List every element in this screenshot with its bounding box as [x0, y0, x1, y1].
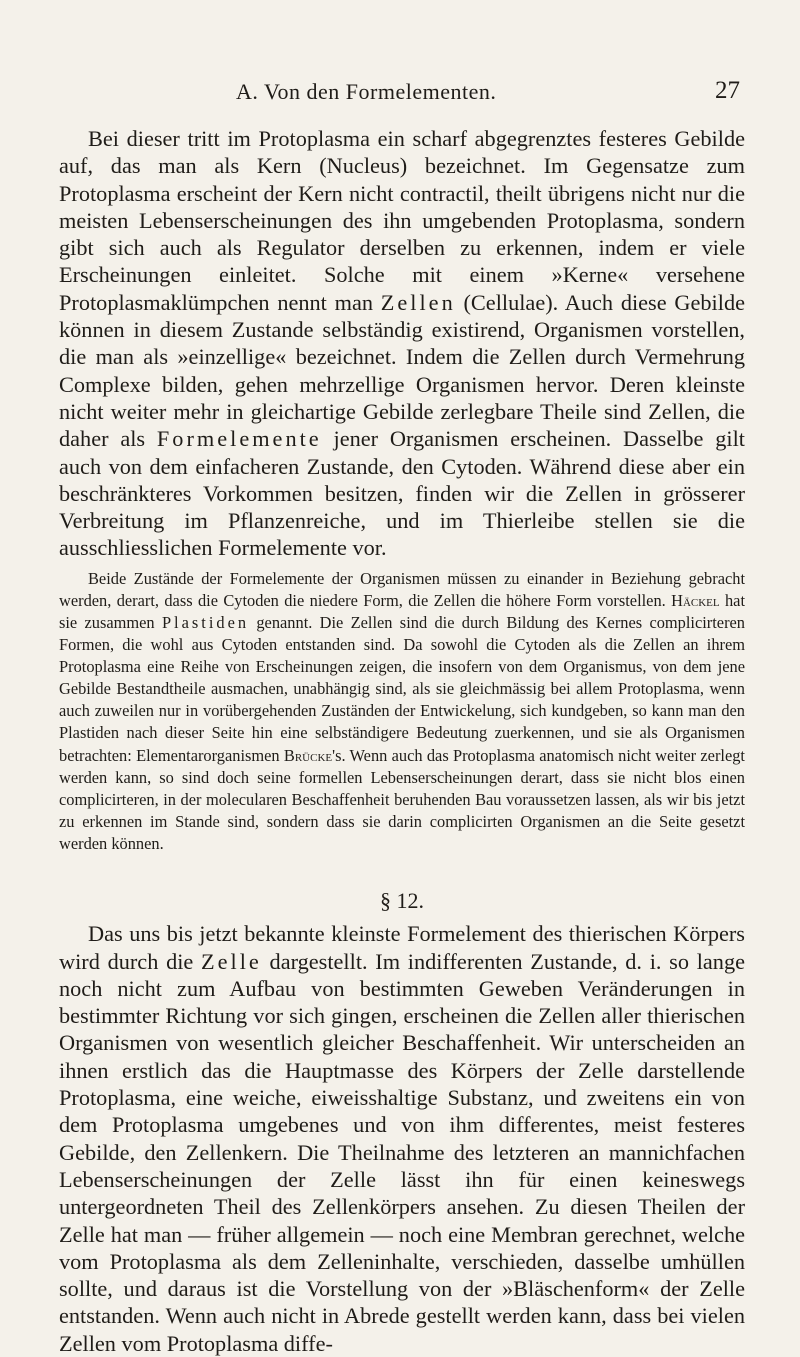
emphasis-formelemente: Formelemente — [156, 426, 322, 452]
emphasis-zellen: Zellen — [380, 289, 456, 315]
paragraph-2: Das uns bis jetzt bekannte kleinste Formelement des thierischen Körpers wird durch die Zelle dargestellt. Im indifferenten Zustande, d. i. so lange noch nicht zum Aufbau von bestimmten Geweben Veränderungen in bestimmter Richtung vor sich gingen, erscheinen die Zellen aller thierischen Organismen von wesentlich gleicher Beschaffenheit. Wir unterscheiden an ihnen erstlich das die Hauptmasse des Körpers der Zelle darstellende Protoplasma, eine weiche, eiweisshaltige Substanz, und zweitens ein von dem Protoplasma umgebenes und von ihm differentes, meist festeres Gebilde, den Zellenkern. Die Theilnahme des letzteren an mannichfachen Lebenserscheinungen der Zelle lässt ihn für einen keineswegs untergeordneten Theil des Zellenkörpers ansehen. Zu diesen Theilen der Zelle hat man — früher allgemein — noch eine Membran gerechnet, welche vom Protoplasma als dem Zelleninhalte, verschieden, dasselbe umhüllen sollte, und daraus ist die Vorstellung von der »Bläschenform« der Zelle entstanden. Wenn auch nicht in Abrede gestellt werden kann, dass bei vielen Zellen vom Protoplasma diffe- — [59, 921, 746, 1356]
author-name-haeckel: Häckel — [671, 590, 720, 610]
section-body — [59, 920, 745, 1357]
emphasis-zelle: Zelle — [201, 948, 262, 974]
author-name-bruecke: Brücke — [283, 745, 333, 765]
page-body — [59, 125, 745, 1357]
page-number: 27 — [715, 77, 740, 104]
paragraph-1: Bei dieser tritt im Protoplasma ein scharf abgegrenztes festeres Gebilde auf, das man als Kern (Nucleus) bezeichnet. Im Gegensatze zum Protoplasma erscheint der Kern nicht contractil, theilt übrigens nicht nur die meisten Lebenserscheinungen des ihn umgebenden Protoplasma, sondern gibt sich auch als Regulator derselben zu erkennen, indem er viele Erscheinungen einleitet. Solche mit einem »Kerne« versehene Protoplasmaklümpchen nennt man Zellen (Cellulae). Auch diese Gebilde können in diesem Zustande selbständig existirend, Organismen vorstellen, die man als »einzellige« bezeichnet. Indem die Zellen durch Vermehrung Complexe bilden, gehen mehrzellige Organismen hervor. Deren kleinste nicht weiter mehr in gleichartige Gebilde zerlegbare Theile sind Zellen, die daher als Formelemente jener Organismen erscheinen. Dasselbe gilt auch von dem einfacheren Zustande, den Cytoden. Während diese aber ein beschränkteres Vorkommen besitzen, finden wir die Zellen in grösserer Verbreitung im Pflanzenreiche, und im Thierleibe stellen sie die ausschliesslichen Formelemente vor. — [59, 126, 745, 561]
note-block — [59, 568, 745, 855]
running-head: A. Von den Formelementen. — [236, 79, 497, 104]
emphasis-plastiden: Plastiden — [161, 612, 250, 632]
note-paragraph: Beide Zustände der Formelemente der Organismen müssen zu einander in Beziehung gebracht werden, derart, dass die Cytoden die niedere Form, die Zellen die höhere Form vorstellen. Häckel hat sie zusammen Plastiden genannt. Die Zellen sind die durch Bildung des Kernes complicirteren Formen, die wohl aus Cytoden entstanden sind. Da sowohl die Cytoden als die Zellen an ihrem Protoplasma eine Reihe von Erscheinungen zeigen, die insofern von dem Organismus, von dem jene Gebilde Bestandtheile ausmachen, unabhängig sind, als sie gleichmässig bei allem Protoplasma, wenn auch zuweilen nur in vorübergehenden Zuständen der Entwickelung, sich kundgeben, so kann man den Plastiden nach dieser Seite hin eine selbständigere Bedeutung zuerkennen, und sie als Organismen betrachten: Elementarorganismen Brücke's. Wenn auch das Protoplasma anatomisch nicht weiter zerlegt werden kann, so sind doch seine formellen Lebenserscheinungen derart, dass sie nicht blos einen complicirteren, in der molecularen Beschaffenheit beruhenden Bau voraussetzen lassen, als wir bis jetzt zu erkennen im Stande sind, sondern dass sie darin complicirten Organismen an die Seite gesetzt werden können. — [59, 568, 746, 853]
page-header — [0, 79, 800, 109]
section-heading: § 12. — [380, 887, 424, 913]
